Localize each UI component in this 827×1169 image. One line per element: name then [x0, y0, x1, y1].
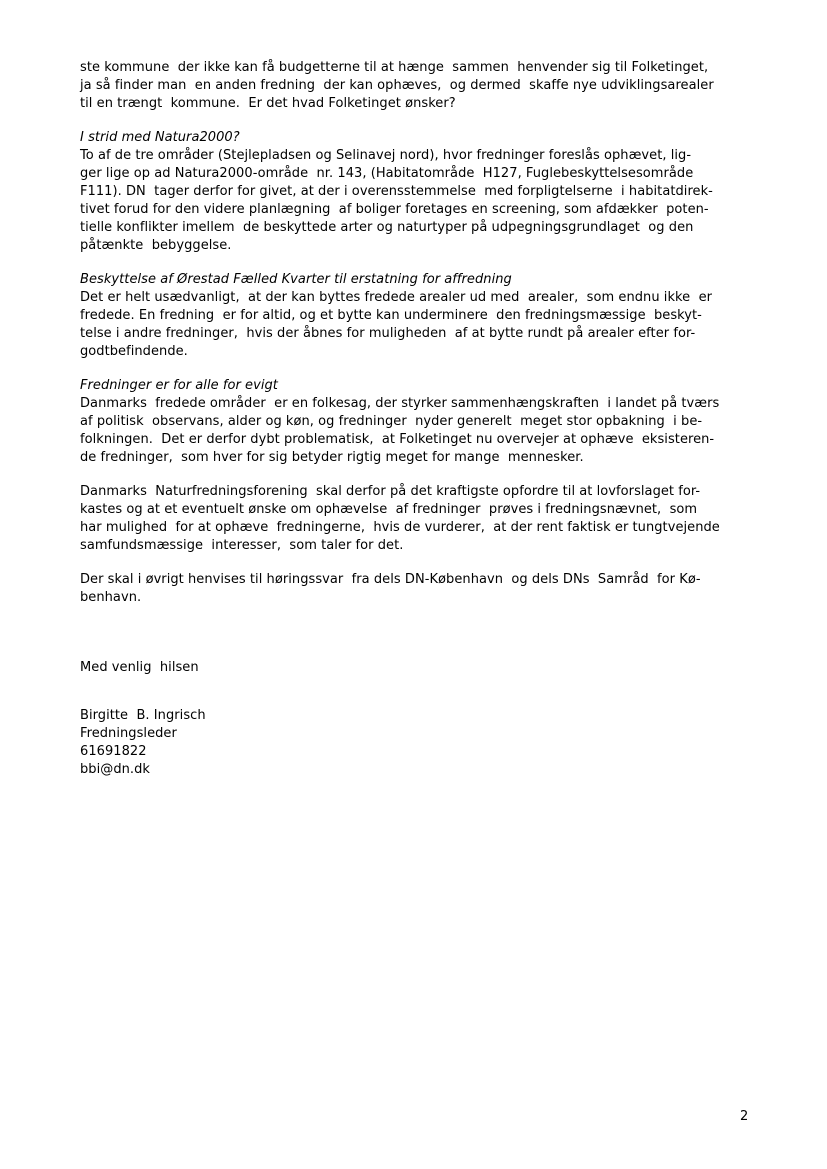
- signatory-title: Fredningsleder: [80, 726, 177, 741]
- paragraph-line: ste kommune der ikke kan få budgetterne til at hænge sammen henvender sig til Folketinget,: [80, 60, 709, 75]
- paragraph-line: fredede. En fredning er for altid, og et bytte kan underminere den fredningsmæssige beskyt-: [80, 308, 702, 323]
- greeting-text: Med venlig hilsen: [80, 660, 199, 675]
- paragraph-line: har mulighed for at ophæve fredningerne, hvis de vurderer, at der rent faktisk er tungtvejende: [80, 520, 720, 535]
- natura-section: [80, 129, 750, 255]
- intro-paragraph: [80, 59, 750, 113]
- henvisning-paragraph: [80, 571, 750, 607]
- letter-body: [80, 59, 750, 779]
- paragraph-line: To af de tre områder (Stejlepladsen og Selinavej nord), hvor fredninger foreslås ophævet, lig-: [80, 148, 692, 163]
- section-heading: Beskyttelse af Ørestad Fælled Kvarter til erstatning for affredning: [80, 272, 512, 287]
- paragraph-line: til en trængt kommune. Er det hvad Folketinget ønsker?: [80, 96, 456, 111]
- signatory-phone: 61691822: [80, 744, 147, 759]
- paragraph-line: Det er helt usædvanligt, at der kan byttes fredede arealer ud med arealer, som endnu ikke er: [80, 290, 713, 305]
- signature-block: [80, 707, 750, 779]
- paragraph-line: samfundsmæssige interesser, som taler for det.: [80, 538, 404, 553]
- section-heading: Fredninger er for alle for evigt: [80, 378, 278, 393]
- opfordring-paragraph: [80, 483, 750, 555]
- paragraph-line: godtbefindende.: [80, 344, 188, 359]
- paragraph-line: påtænkte bebyggelse.: [80, 238, 232, 253]
- section-heading: I strid med Natura2000?: [80, 130, 240, 145]
- paragraph-line: tivet forud for den videre planlægning af boliger foretages en screening, som afdækker poten-: [80, 202, 709, 217]
- paragraph-line: ja så finder man en anden fredning der kan ophæves, og dermed skaffe nye udviklingsarealer: [80, 78, 714, 93]
- paragraph-line: F111). DN tager derfor for givet, at der i overensstemmelse med forpligtelserne i habitatdirek-: [80, 184, 713, 199]
- paragraph-line: kastes og at et eventuelt ønske om ophævelse af fredninger prøves i fredningsnævnet, som: [80, 502, 698, 517]
- page-number: 2: [740, 1109, 749, 1124]
- paragraph-line: Der skal i øvrigt henvises til høringssvar fra dels DN-København og dels DNs Samråd for Kø-: [80, 572, 701, 587]
- paragraph-line: de fredninger, som hver for sig betyder rigtig meget for mange mennesker.: [80, 450, 584, 465]
- paragraph-line: Danmarks fredede områder er en folkesag, der styrker sammenhængskraften i landet på tværs: [80, 396, 720, 411]
- paragraph-line: telse i andre fredninger, hvis der åbnes for muligheden af at bytte rundt på arealer efter for-: [80, 326, 696, 341]
- orestad-section: [80, 271, 750, 361]
- evigt-section: [80, 377, 750, 467]
- paragraph-line: tielle konflikter imellem de beskyttede arter og naturtyper på udpegningsgrundlaget og den: [80, 220, 694, 235]
- paragraph-line: benhavn.: [80, 590, 142, 605]
- paragraph-line: af politisk observans, alder og køn, og fredninger nyder generelt meget stor opbakning i be-: [80, 414, 703, 429]
- closing-greeting: [80, 659, 750, 677]
- signatory-email: bbi@dn.dk: [80, 762, 150, 777]
- paragraph-line: Danmarks Naturfredningsforening skal derfor på det kraftigste opfordre til at lovforslaget for-: [80, 484, 701, 499]
- paragraph-line: ger lige op ad Natura2000-område nr. 143, (Habitatområde H127, Fuglebeskyttelsesområde: [80, 166, 694, 181]
- signatory-name: Birgitte B. Ingrisch: [80, 708, 206, 723]
- paragraph-line: folkningen. Det er derfor dybt problematisk, at Folketinget nu overvejer at ophæve eksisteren-: [80, 432, 715, 447]
